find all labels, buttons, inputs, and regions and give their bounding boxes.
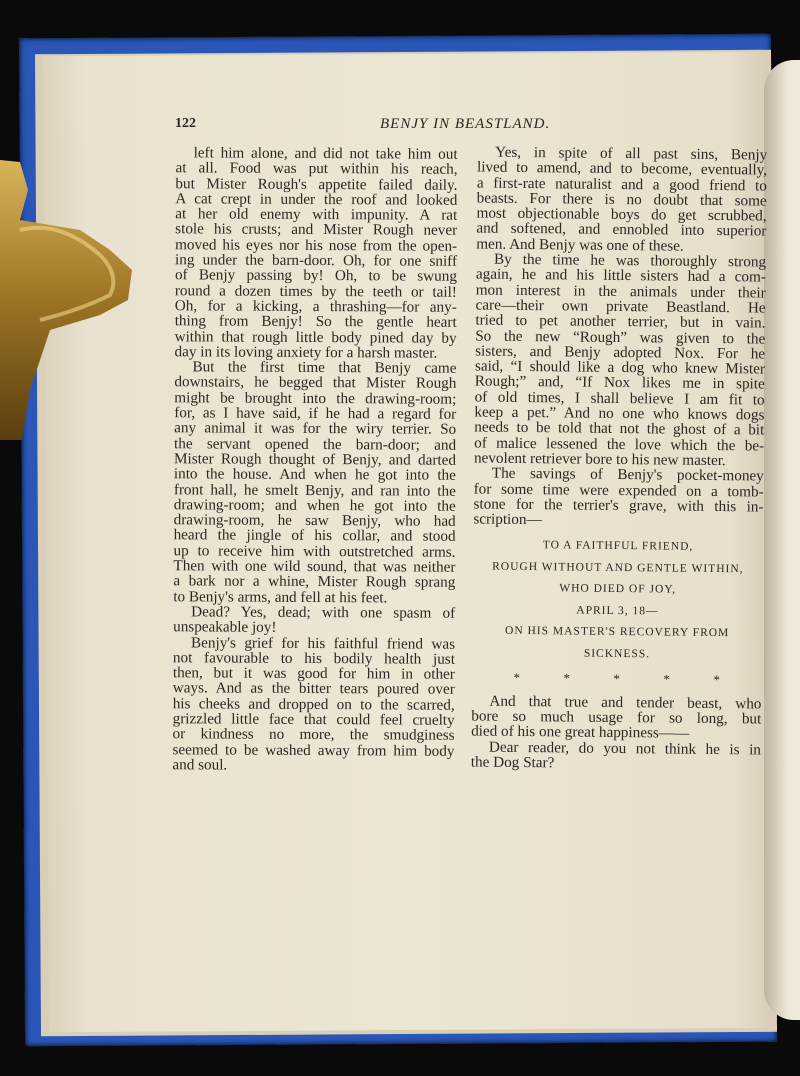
running-title: BENJY IN BEASTLAND. — [380, 116, 551, 132]
text-line: his cheeks and dropped on to the scarred, — [172, 694, 455, 714]
text-line: care—their own private Beastland. He — [475, 296, 766, 317]
text-line: grizzled little face that could feel cruelty — [172, 710, 455, 729]
text-line: a bark nor a whine, Mister Rough sprang — [173, 572, 456, 592]
text-line: And that true and tender beast, who — [489, 692, 762, 713]
text-line: Dear reader, do you not think he is in — [488, 738, 762, 759]
asterisk: * — [513, 670, 521, 686]
text-line: needs to be told that not the ghost of a bit — [474, 418, 765, 439]
text-line: ing under the barn-door. Oh, for one sniff — [174, 251, 458, 270]
text-line: Rough;” and, “If Nox likes me in spite — [474, 372, 765, 393]
text-line: for some time were expended on a tomb- — [473, 480, 764, 501]
text-line: Benjy's grief for his faithful friend was — [190, 633, 456, 653]
text-line: ways. And as the bitter tears poured over — [172, 679, 455, 699]
right-text-column — [471, 144, 768, 772]
text-line: up to receive him with outstretched arms. — [173, 541, 456, 561]
text-line: Yes, in spite of all past sins, Benjy — [495, 143, 768, 164]
paragraph — [476, 144, 767, 254]
text-line: stole his crusts; and Mister Rough never — [175, 220, 458, 240]
text-line: the Dog Star? — [470, 753, 555, 772]
text-line: stone for the terrier's grave, with this in- — [473, 495, 764, 516]
facing-page-edge — [764, 60, 800, 1020]
text-line: not favourable to his bodily health just — [172, 649, 456, 668]
text-line: heard the jingle of his collar, and stood — [173, 526, 456, 546]
text-line: of old times, I shall believe I am fit to — [474, 388, 765, 409]
text-line: A cat crept in under the roof and looked — [175, 190, 458, 209]
text-line: unspeakable joy! — [173, 618, 277, 637]
text-line: and softened, and ennobled into superior — [476, 219, 767, 241]
asterisk: * — [663, 671, 671, 687]
text-line: or kindness no more, the smudginess — [172, 725, 455, 745]
text-line: might be brought into the drawing-room; — [174, 389, 457, 408]
text-line: died of his one great happiness—— — [471, 722, 690, 743]
text-line: men. And Benjy was one of these. — [476, 235, 684, 255]
running-head — [175, 116, 765, 136]
left-text-column — [172, 145, 457, 774]
epitaph-inscription — [472, 535, 763, 667]
paragraph — [474, 252, 766, 469]
text-line: drawing-room; and when he got into the — [173, 496, 456, 515]
text-line: but Mister Rough's appetite failed daily. — [175, 174, 458, 194]
text-line: left him alone, and did not take him out — [193, 144, 458, 163]
text-line: of malice lessened the love which the be- — [474, 434, 765, 455]
text-line: drawing-room, he saw Benjy, who had — [173, 511, 456, 530]
text-line: for, as I have said, if he had a regard for — [174, 404, 457, 423]
text-line: beasts. For there is no doubt that some — [476, 189, 767, 210]
text-line: said, “I should like a dog who knew Mister — [474, 357, 766, 378]
text-line: the servant opened the barn-door; and — [174, 434, 457, 454]
epitaph-line: TO A FAITHFUL FRIEND, — [542, 539, 694, 554]
text-line: day in its loving anxiety for a harsh master. — [174, 343, 438, 362]
text-line: of Benjy passing by! Oh, to be swung — [174, 266, 458, 286]
text-line: then, but it was good for him in other — [172, 664, 455, 683]
text-line: within that rough little body pined day by — [174, 327, 457, 347]
text-line: at all. Food was put within his reach, — [175, 159, 458, 179]
asterisk: * — [713, 672, 721, 688]
text-line: moved his eyes nor his nose from the open- — [175, 236, 458, 255]
text-line: most objectionable boys do get scrubbed, — [476, 204, 767, 225]
text-line: Oh, for a kicking, a thrashing—for any- — [174, 297, 457, 316]
epitaph-line: ROUGH WITHOUT AND GENTLE WITHIN, — [492, 560, 744, 576]
brass-page-clip-icon — [0, 160, 135, 440]
text-line: to Benjy's arms, and fell at his feet. — [173, 587, 388, 606]
text-line: But the first time that Benjy came — [192, 358, 457, 377]
paragraph — [471, 739, 761, 773]
text-line: nevolent retriever bore to his new master. — [473, 449, 726, 470]
text-line: Mister Rough thought of Benjy, and darted — [173, 450, 457, 469]
paragraph — [173, 359, 456, 605]
asterisk: * — [613, 671, 621, 687]
section-break-asterisks — [472, 670, 762, 688]
text-line: seemed to be washed away from him body — [172, 740, 455, 760]
text-line: into the house. And when he got into the — [173, 465, 456, 484]
text-line: at her old enemy with impunity. A rat — [175, 205, 458, 224]
text-line: By the time he was thoroughly strong — [493, 250, 767, 271]
text-line: bore so much usage for so long, but — [471, 707, 762, 728]
text-line: lived to amend, and to become, eventually, — [476, 158, 768, 179]
paragraph — [172, 635, 455, 774]
text-line: So the new “Rough” was given to the — [475, 327, 766, 348]
text-line: sisters, and Benjy adopted Nox. For he — [475, 342, 766, 363]
text-line: downstairs, he begged that Mister Rough — [174, 373, 457, 393]
text-line: tried to pet another terrier, but in vain. — [475, 311, 766, 332]
paragraph — [175, 145, 458, 361]
text-line: again, he and his little sisters had a com- — [475, 265, 766, 286]
text-line: Dead? Yes, dead; with one spasm of — [191, 603, 456, 622]
text-line: thing from Benjy! So the gentle heart — [174, 312, 457, 332]
text-line: and soul. — [172, 756, 228, 774]
text-line: scription— — [473, 510, 542, 529]
text-line: any animal it was for the wiry terrier. So — [174, 419, 457, 439]
epitaph-line: SICKNESS. — [583, 647, 651, 661]
asterisk: * — [563, 670, 571, 686]
text-line: The savings of Benjy's pocket-money — [491, 464, 764, 485]
text-line: mon interest in the animals under their — [475, 281, 766, 302]
text-line: a first-rate naturalist and a good friend to — [476, 174, 767, 195]
paragraph — [173, 604, 455, 636]
paragraph — [471, 693, 761, 742]
text-line: front hall, he smelt Benjy, and ran into the — [173, 480, 456, 500]
epitaph-line: ON HIS MASTER'S RECOVERY FROM — [504, 625, 730, 640]
text-line: round a dozen times by the teeth or tail! — [174, 281, 457, 301]
paragraph — [473, 466, 764, 530]
epitaph-line: WHO DIED OF JOY, — [559, 582, 677, 597]
text-line: Then with one wild sound, that was neither — [173, 557, 456, 576]
text-line: keep a pet.” And no one who knows dogs — [474, 403, 765, 424]
epitaph-line: APRIL 3, 18— — [576, 604, 659, 618]
page-number: 122 — [175, 116, 196, 131]
